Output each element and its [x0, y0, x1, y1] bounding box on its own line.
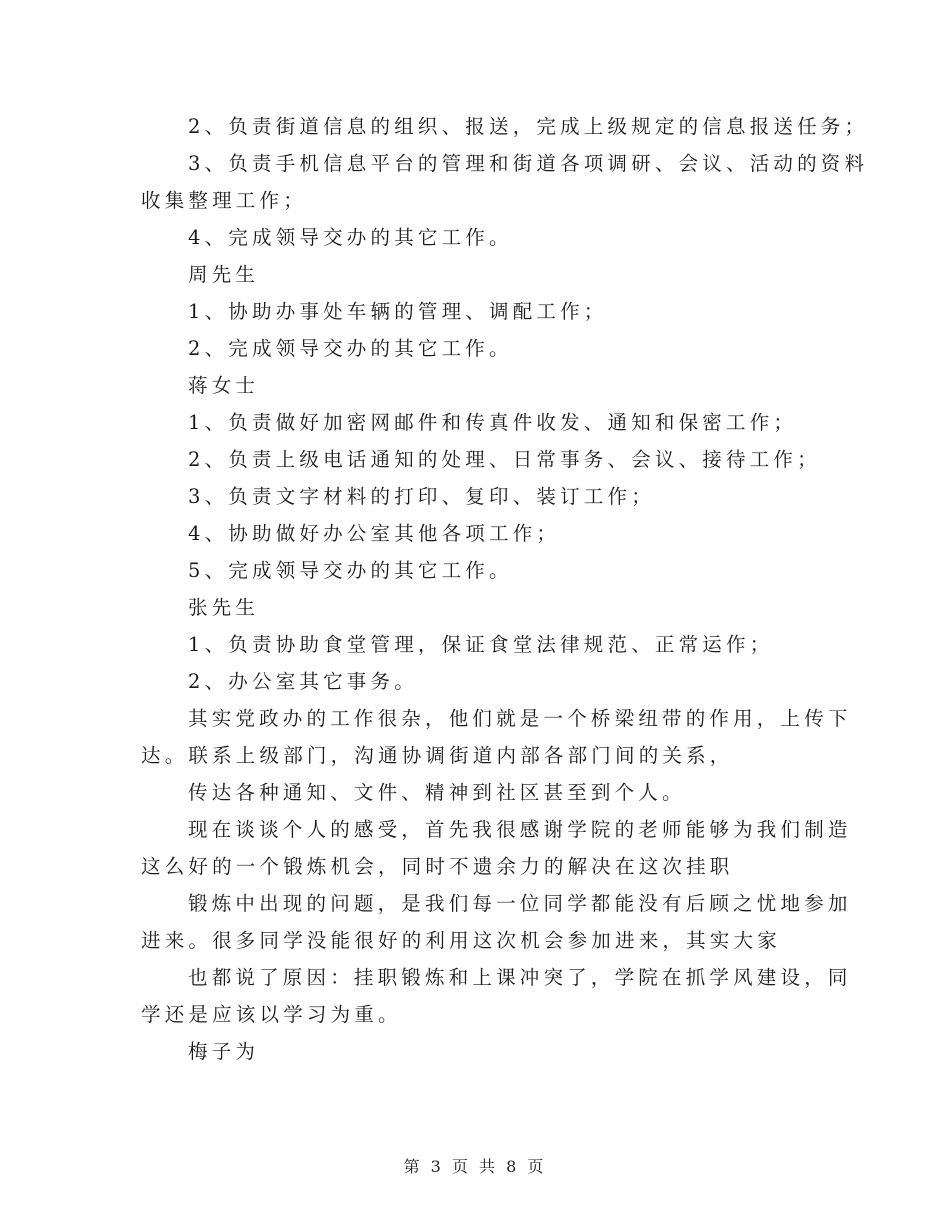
paragraph-line: 1、负责协助食堂管理，保证食堂法律规范、正常运作； — [188, 633, 774, 656]
paragraph-line: 达。联系上级部门，沟通协调街道内部各部门间的关系， — [141, 744, 734, 767]
paragraph-line: 现在谈谈个人的感受，首先我很感谢学院的老师能够为我们制造 — [188, 818, 852, 841]
paragraph-line: 2、办公室其它事务。 — [188, 670, 418, 693]
person-heading: 周先生 — [188, 263, 260, 286]
page-number-footer: 第 3 页 共 8 页 — [403, 1157, 547, 1176]
paragraph-line: 也都说了原因：挂职锻炼和上课冲突了，学院在抓学风建设，同 — [188, 966, 852, 989]
signature-line: 梅子为 — [188, 1040, 260, 1063]
paragraph-line: 学还是应该以学习为重。 — [141, 1003, 402, 1026]
paragraph-line: 其实党政办的工作很杂，他们就是一个桥梁纽带的作用，上传下 — [188, 707, 852, 730]
person-heading: 张先生 — [188, 596, 260, 619]
paragraph-line: 4、协助做好办公室其他各项工作； — [188, 522, 561, 545]
paragraph-line: 传达各种通知、文件、精神到社区甚至到个人。 — [188, 781, 686, 804]
paragraph-line: 5、完成领导交办的其它工作。 — [188, 559, 513, 582]
paragraph-line: 3、负责手机信息平台的管理和街道各项调研、会议、活动的资料 — [188, 152, 869, 175]
paragraph-line: 4、完成领导交办的其它工作。 — [188, 226, 513, 249]
paragraph-line: 锻炼中出现的问题，是我们每一位同学都能没有后顾之忧地参加 — [188, 892, 852, 915]
paragraph-line: 2、负责街道信息的组织、报送，完成上级规定的信息报送任务； — [188, 115, 869, 138]
paragraph-line: 3、负责文字材料的打印、复印、装订工作； — [188, 485, 655, 508]
paragraph-line: 2、完成领导交办的其它工作。 — [188, 337, 513, 360]
paragraph-line: 这么好的一个锻炼机会，同时不遗余力的解决在这次挂职 — [141, 855, 734, 878]
paragraph-line: 1、负责做好加密网邮件和传真件收发、通知和保密工作； — [188, 411, 798, 434]
paragraph-line: 进来。很多同学没能很好的利用这次机会参加进来，其实大家 — [141, 929, 781, 952]
paragraph-line: 1、协助办事处车辆的管理、调配工作； — [188, 300, 608, 323]
paragraph-line: 2、负责上级电话通知的处理、日常事务、会议、接待工作； — [188, 448, 821, 471]
paragraph-line: 收集整理工作； — [141, 189, 307, 212]
person-heading: 蒋女士 — [188, 374, 260, 397]
